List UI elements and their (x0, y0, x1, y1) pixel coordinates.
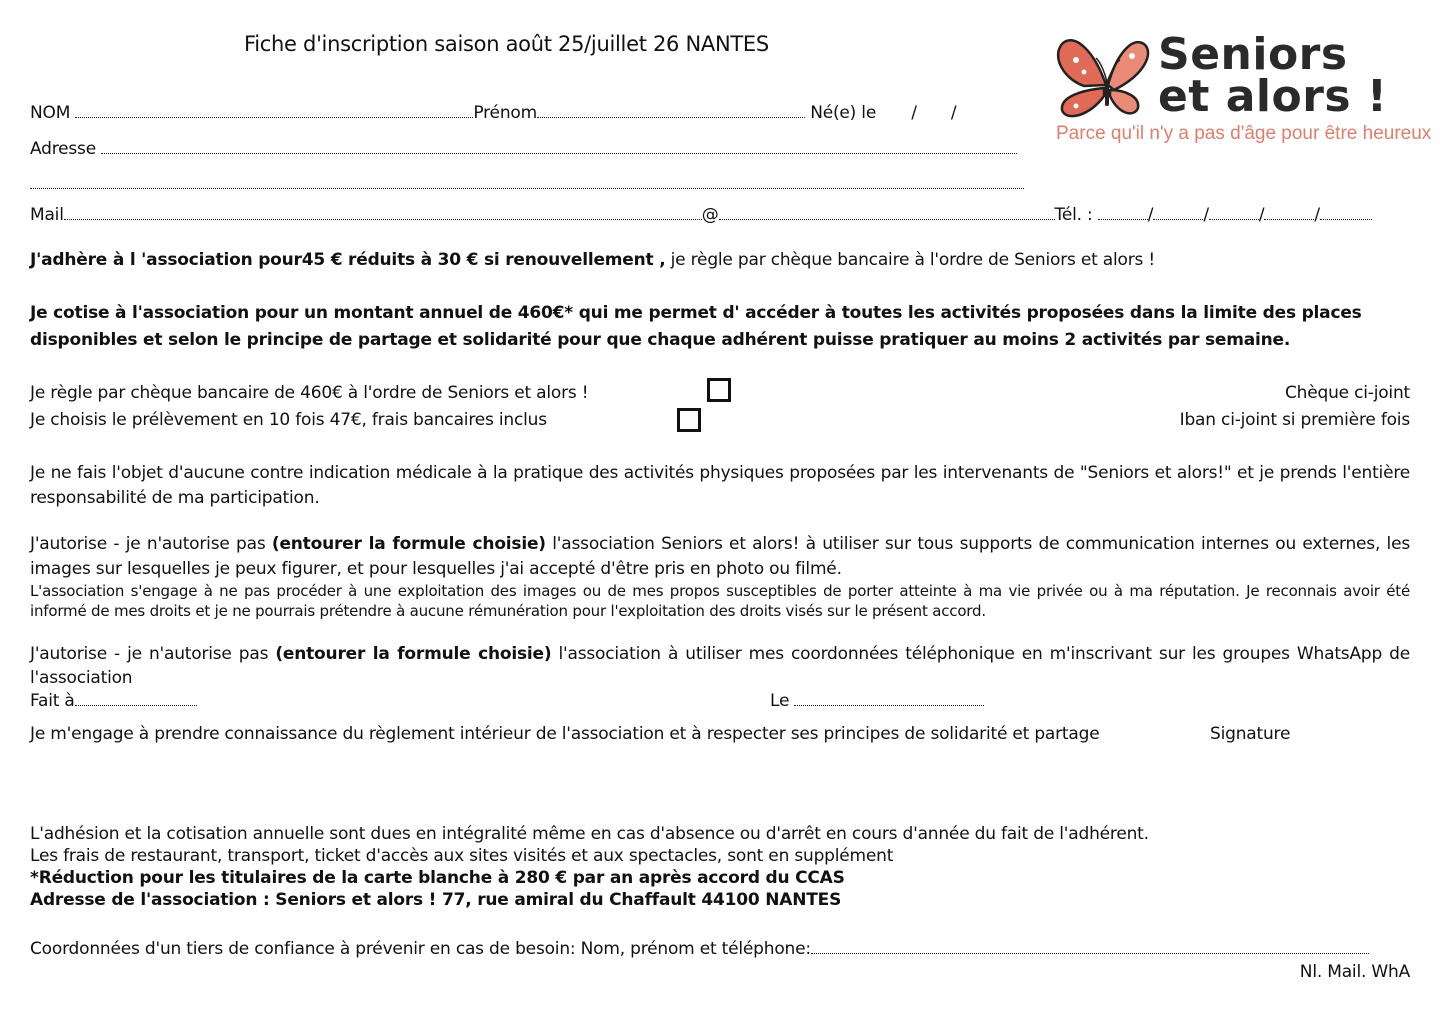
cotisation-line-1: Je cotise à l'association pour un montant annuel de 460€* qui me permet d' accéder à toutes les activités proposées dans la limite des places (30, 303, 1362, 323)
emergency-label: Coordonnées d'un tiers de confiance à prévenir en cas de besoin: Nom, prénom et téléphone: (30, 939, 811, 959)
prenom-input[interactable] (537, 103, 805, 118)
fait-a-input[interactable] (75, 691, 197, 706)
office-codes: Nl. Mail. WhA (1299, 962, 1410, 982)
cotisation-line-2: disponibles et selon le principe de partage et solidarité pour que chaque adhérent puisse pratiquer au moins 2 activités par semaine. (30, 330, 1291, 350)
emergency-input[interactable] (811, 939, 1369, 954)
nom-row (30, 103, 971, 123)
logo-tagline: Parce qu'il n'y a pas d'âge pour être heureux (1056, 123, 1432, 144)
cheque-checkbox[interactable] (707, 378, 731, 402)
footer-line-2: Les frais de restaurant, transport, ticket d'accès aux sites visités et aux spectacles, sont en supplément (30, 846, 894, 866)
logo-line-2: et alors ! (1158, 71, 1388, 122)
le-input[interactable] (794, 691, 984, 706)
mail-domain-input[interactable] (719, 205, 1055, 220)
footer-reduction-note: *Réduction pour les titulaires de la carte blanche à 280 € par an après accord du CCAS (30, 868, 845, 888)
tel-separator: / (1258, 205, 1265, 225)
nom-label: NOM (30, 103, 71, 123)
image-rights-text: l'association Seniors et alors! à utiliser sur tous supports de communication internes ou externes, les images sur lesquelles je peux figurer, et pour lesquelles j'ai accepté d'être pris en photo ou filmé. (30, 534, 1410, 579)
logo-wordmark (1158, 29, 1388, 122)
adresse-row (30, 139, 1017, 159)
fait-a-row (30, 691, 197, 711)
adresse-label: Adresse (30, 139, 96, 159)
image-rights-small-print: L'association s'engage à ne pas procéder à une exploitation des images ou de mes propos susceptibles de porter atteinte à ma vie privée ou à ma réputation. Je reconnais avoir été informé de mes droits et je ne pourrais prétendre à aucune rémunération pour l'exploitation des droits visés sur le présent accord. (30, 582, 1410, 620)
mail-input[interactable] (64, 205, 702, 220)
cheque-note: Chèque ci-joint (1284, 383, 1410, 403)
logo (1054, 28, 1432, 153)
tel-input[interactable] (1098, 205, 1372, 225)
date-separator: / (911, 103, 917, 123)
birthdate-input[interactable] (881, 103, 971, 123)
tel-label: Tél. : (1054, 205, 1093, 225)
iban-note: Iban ci-joint si première fois (1179, 410, 1410, 430)
medical-paragraph: Je ne fais l'objet d'aucune contre indication médicale à la pratique des activités physiques proposées par les intervenants de "Seniors et alors!" et je prends l'entière responsabilité de ma participation. (30, 463, 1410, 508)
prenom-label: Prénom (473, 103, 537, 123)
signature-label: Signature (1210, 724, 1291, 744)
date-separator: / (950, 103, 957, 123)
adresse-input-line-2[interactable] (30, 176, 1024, 189)
at-sign: @ (701, 205, 719, 225)
emergency-row (30, 939, 1369, 959)
signature-area[interactable] (1150, 752, 1410, 812)
logo-line-1: Seniors (1158, 29, 1348, 80)
adhesion-paragraph (30, 250, 1155, 270)
whatsapp-text: l'association à utiliser mes coordonnées téléphonique en m'inscrivant sur les groupes WhatsApp de l'association (30, 644, 1410, 688)
cheque-option-label: Je règle par chèque bancaire de 460€ à l'ordre de Seniors et alors ! (30, 383, 589, 403)
fait-a-label: Fait à (30, 691, 75, 711)
form-title: Fiche d'inscription saison août 25/juillet 26 NANTES (244, 32, 769, 56)
footer-address: Adresse de l'association : Seniors et alors ! 77, rue amiral du Chaffault 44100 NANTES (30, 890, 842, 910)
le-label: Le (770, 691, 790, 711)
image-rights-instruction: (entourer la formule choisie) (271, 534, 546, 554)
tel-separator: / (1147, 205, 1154, 225)
mail-label: Mail (30, 205, 64, 225)
footer-line-1: L'adhésion et la cotisation annuelle sont dues en intégralité même en cas d'absence ou d'arrêt en cours d'année du fait de l'adhérent. (30, 824, 1149, 844)
nom-input[interactable] (75, 103, 473, 118)
whatsapp-instruction: (entourer la formule choisie) (275, 644, 552, 664)
tel-separator: / (1203, 205, 1209, 225)
prelevement-option-label: Je choisis le prélèvement en 10 fois 47€, frais bancaires inclus (30, 410, 547, 430)
adhesion-bold: J'adhère à l 'association pour45 € réduits à 30 € si renouvellement , (30, 250, 666, 270)
adresse-input[interactable] (101, 139, 1017, 154)
image-rights-choice[interactable]: J'autorise - je n'autorise pas (30, 534, 272, 554)
tel-separator: / (1314, 205, 1320, 225)
adhesion-text: je règle par chèque bancaire à l'ordre de Seniors et alors ! (665, 250, 1156, 270)
prelevement-checkbox[interactable] (677, 408, 701, 432)
birthdate-label: Né(e) le (810, 103, 877, 123)
whatsapp-paragraph (30, 642, 1410, 690)
date-row (770, 691, 984, 711)
contact-row (30, 205, 1372, 225)
butterfly-logo-icon (1054, 30, 1154, 120)
whatsapp-choice[interactable]: J'autorise - je n'autorise pas (30, 644, 276, 664)
engagement-text: Je m'engage à prendre connaissance du règlement intérieur de l'association et à respecter ses principes de solidarité et partage (30, 724, 1100, 744)
image-rights-paragraph (30, 532, 1410, 582)
